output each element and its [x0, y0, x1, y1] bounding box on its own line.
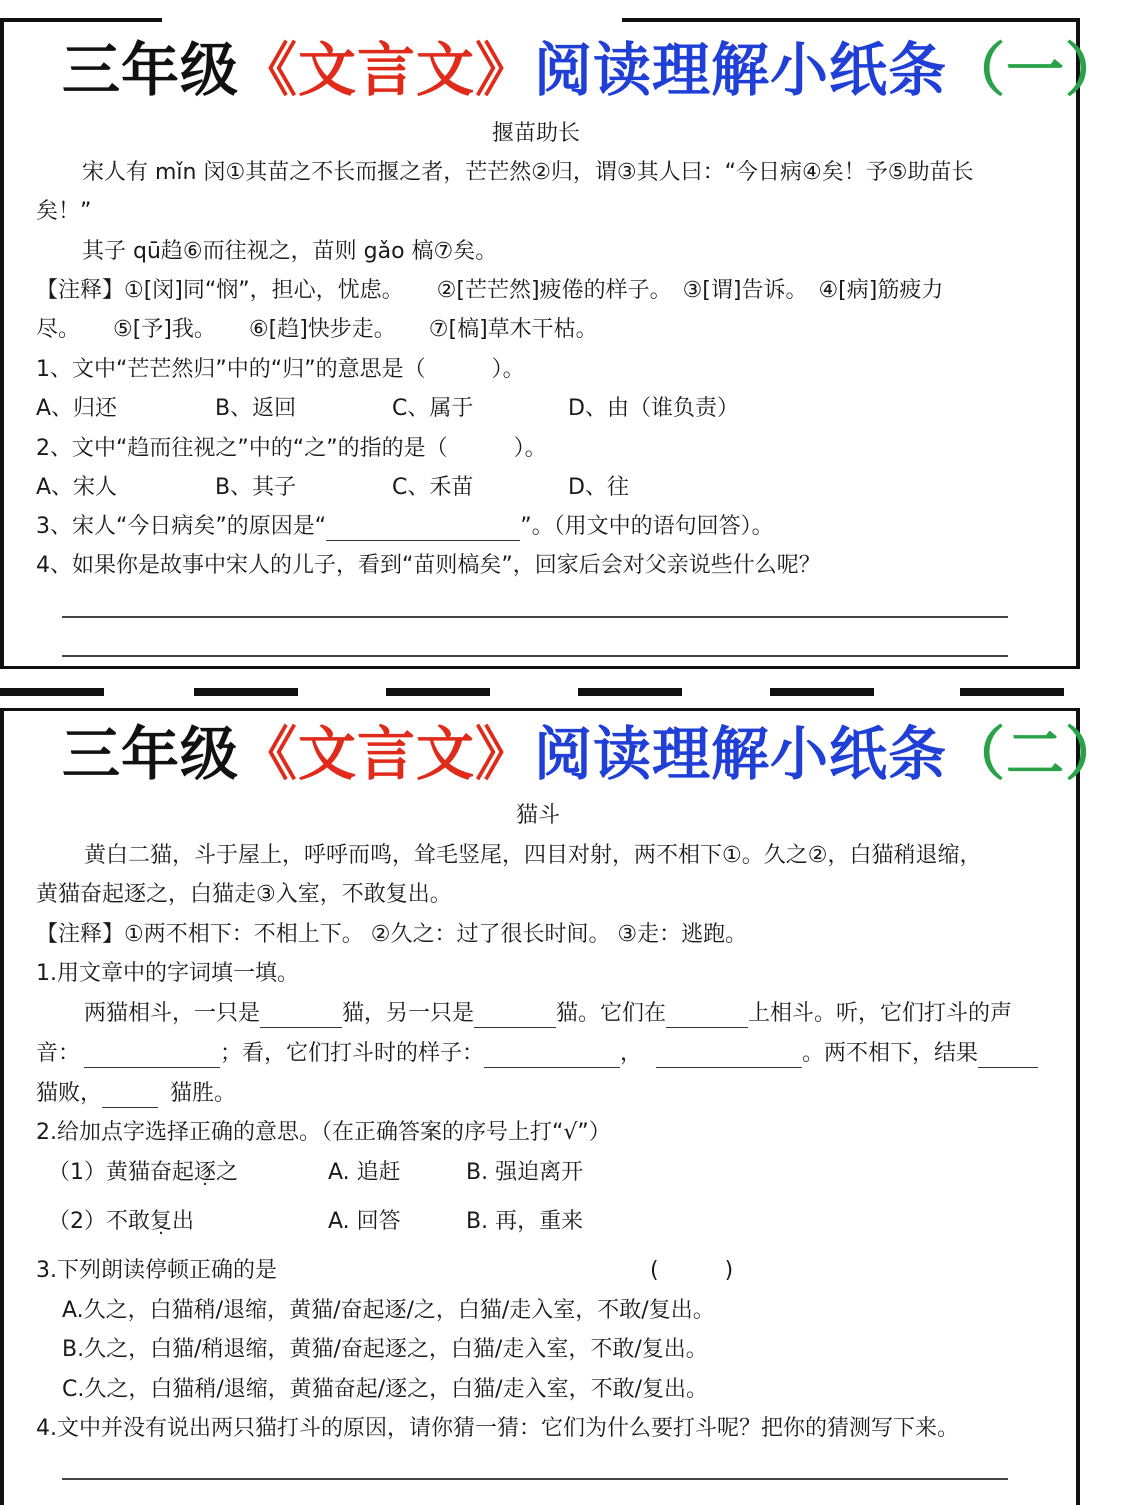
q2-option-b[interactable]: B、其子 — [215, 475, 297, 500]
q3-answer-blank[interactable] — [326, 518, 520, 541]
q1-option-c[interactable]: C、属于 — [392, 396, 474, 421]
q2-option-d[interactable]: D、往 — [568, 475, 629, 500]
item-text: 黄猫奋起 — [106, 1160, 195, 1185]
item-number: （1） — [48, 1160, 106, 1185]
question-3-suffix: ”。（用文中的语句回答）。 — [520, 514, 774, 539]
title-topic: 阅读理解小纸条 — [534, 36, 948, 104]
q2-option-c[interactable]: C、禾苗 — [392, 475, 474, 500]
q3-answer-paren[interactable]: ( ) — [650, 1258, 734, 1283]
title-genre: 《文言文》 — [239, 36, 535, 104]
q2-option-a[interactable]: A、宋人 — [36, 475, 118, 500]
fill-line-1 — [84, 1000, 1012, 1028]
q1-option-a[interactable]: A、归还 — [36, 396, 118, 421]
q3-option-a[interactable]: A.久之，白猫稍/退缩，黄猫/奋起逐/之，白猫/走入室，不敢/复出。 — [62, 1298, 715, 1323]
title-number: （一） — [947, 36, 1124, 104]
title-number: （二） — [947, 720, 1124, 788]
dotted-character: 逐 — [194, 1160, 217, 1185]
dotted-character: 复 — [150, 1209, 173, 1234]
question-3: 3.下列朗读停顿正确的是 — [36, 1258, 277, 1283]
question-3 — [36, 513, 774, 541]
fill-text: 猫，另一只是 — [342, 1001, 475, 1026]
q2-item-1-option-a[interactable]: A. 追赶 — [328, 1160, 401, 1185]
question-4: 4、如果你是故事中宋人的儿子，看到“苗则槁矣”，回家后会对父亲说些什么呢？ — [36, 553, 821, 578]
question-1: 1、文中“芒芒然归”中的“归”的意思是（ ）。 — [36, 357, 525, 382]
title-topic: 阅读理解小纸条 — [534, 720, 948, 788]
story-paragraph-1: 宋人有 mǐn 闵①其苗之不长而揠之者，芒芒然②归，谓③其人曰：“今日病④矣！予⑤助苗长 — [82, 160, 974, 185]
notes: 【注释】①两不相下：不相上下。 ②久之：过了很长时间。 ③走：逃跑。 — [36, 922, 748, 947]
q1-option-d[interactable]: D、由（谁负责） — [568, 396, 739, 421]
question-3-text: 3、宋人“今日病矣”的原因是“ — [36, 514, 327, 539]
question-4: 4.文中并没有说出两只猫打斗的原因，请你猜一猜：它们为什么要打斗呢？把你的猜测写下来。 — [36, 1416, 959, 1441]
sheet-2-title — [62, 714, 1124, 794]
story-paragraph-1-cont: 矣！” — [36, 199, 92, 224]
sheet-1-title — [62, 30, 1124, 110]
fill-text: 猫败， — [36, 1081, 103, 1106]
fill-blank[interactable] — [102, 1085, 158, 1108]
q2-item-1 — [48, 1159, 238, 1187]
title-grade: 三年级 — [62, 36, 240, 104]
fill-blank[interactable] — [978, 1045, 1038, 1068]
fill-line-3 — [36, 1080, 236, 1108]
cut-line-dash — [194, 688, 298, 696]
fill-text: 猫胜。 — [170, 1081, 237, 1106]
fill-blank[interactable] — [666, 1005, 748, 1028]
q4-answer-line-2[interactable] — [62, 655, 1008, 657]
title-grade: 三年级 — [62, 720, 240, 788]
item-text: 不敢 — [106, 1209, 151, 1234]
cut-line-dash — [0, 688, 104, 696]
cut-line-dash — [770, 688, 874, 696]
question-2: 2、文中“趋而往视之”中的“之”的指的是（ ）。 — [36, 436, 547, 461]
fill-text: ；看，它们打斗时的样子： — [220, 1041, 485, 1066]
item-number: （2） — [48, 1209, 106, 1234]
fill-line-2 — [36, 1040, 1038, 1068]
q2-item-2-option-b[interactable]: B. 再，重来 — [466, 1209, 584, 1234]
fill-text: 。两不相下，结果 — [802, 1041, 979, 1066]
story-paragraph-1: 黄白二猫，斗于屋上，呼呼而鸣，耸毛竖尾，四目对射，两不相下①。久之②，白猫稍退缩， — [84, 843, 982, 868]
item-text: 出 — [172, 1209, 195, 1234]
fill-text: ， — [620, 1041, 643, 1066]
cut-line-dash — [960, 688, 1064, 696]
story-heading: 猫斗 — [516, 803, 561, 828]
q4-answer-line-1[interactable] — [62, 616, 1008, 618]
q3-option-b[interactable]: B.久之，白猫/稍退缩，黄猫/奋起逐之，白猫/走入室，不敢/复出。 — [62, 1337, 708, 1362]
fill-text: 音： — [36, 1041, 81, 1066]
fill-blank[interactable] — [474, 1005, 556, 1028]
cut-line-dash — [578, 688, 682, 696]
q2-item-1-option-b[interactable]: B. 强迫离开 — [466, 1160, 584, 1185]
q4-answer-line[interactable] — [62, 1478, 1008, 1480]
q2-item-2 — [48, 1208, 194, 1236]
cut-line-dash — [386, 688, 490, 696]
notes: 【注释】①[闵]同“悯”，担心，忧虑。 ②[芒芒然]疲倦的样子。 ③[谓]告诉。 ④[病]筋疲力 — [36, 278, 944, 303]
q3-option-c[interactable]: C.久之，白猫稍/退缩，黄猫奋起/逐之，白猫/走入室，不敢/复出。 — [62, 1377, 709, 1402]
title-genre: 《文言文》 — [239, 720, 535, 788]
story-paragraph-2: 其子 qū趋⑥而往视之，苗则 gǎo 槁⑦矣。 — [82, 239, 498, 264]
fill-blank[interactable] — [484, 1045, 620, 1068]
fill-text: 上相斗。听，它们打斗的声 — [748, 1001, 1013, 1026]
item-text: 之 — [216, 1160, 239, 1185]
fill-blank[interactable] — [84, 1045, 220, 1068]
notes-cont: 尽。 ⑤[予]我。 ⑥[趋]快步走。 ⑦[槁]草木干枯。 — [36, 317, 598, 342]
fill-blank[interactable] — [260, 1005, 342, 1028]
story-paragraph-1-cont: 黄猫奋起逐之，白猫走③入室，不敢复出。 — [36, 882, 452, 907]
question-2: 2.给加点字选择正确的意思。（在正确答案的序号上打“√”） — [36, 1120, 611, 1145]
question-1: 1.用文章中的字词填一填。 — [36, 961, 299, 986]
q1-option-b[interactable]: B、返回 — [215, 396, 297, 421]
story-heading: 揠苗助长 — [492, 121, 581, 146]
fill-text: 两猫相斗，一只是 — [84, 1001, 261, 1026]
q2-item-2-option-a[interactable]: A. 回答 — [328, 1209, 401, 1234]
sheet-1-bottom-border — [0, 666, 1080, 669]
fill-blank[interactable] — [656, 1045, 802, 1068]
fill-text: 猫。它们在 — [556, 1001, 667, 1026]
